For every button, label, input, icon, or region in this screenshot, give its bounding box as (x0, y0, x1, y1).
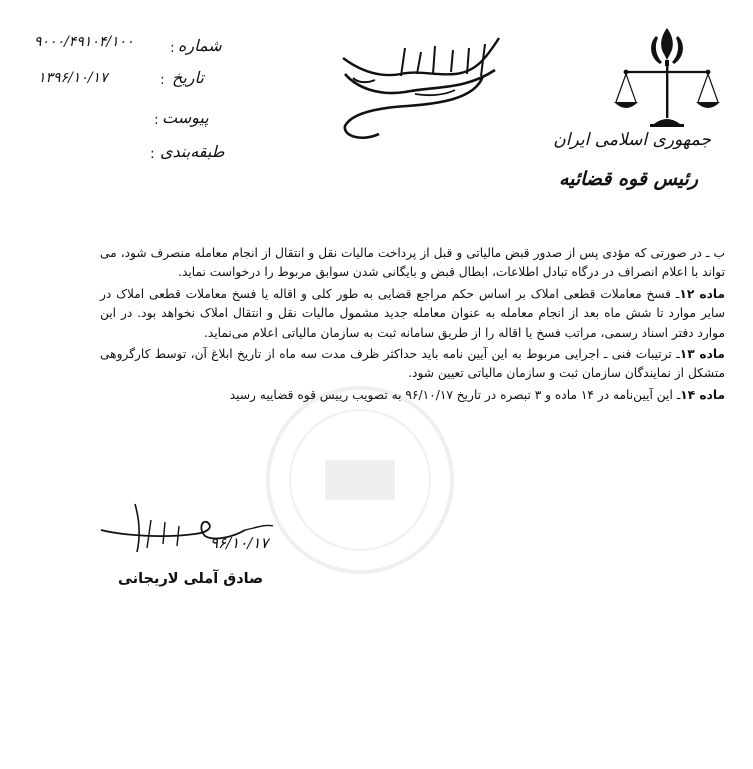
signature-date: ۹۶/۱۰/۱۷ (210, 534, 269, 552)
article-12-text: ـ فسخ معاملات قطعی املاک بر اساس حکم مراجع قضایی به طور کلی و اقاله یا فسخ معاملات قطعی املاک در سایر موارد تا شش ماه بعد از انجام معامله به عنوان معامله جدید مشمول مالیات نقل و انتقال املاک نخواهد بود. در این موارد دفتر اسناد رسمی، مراتب فسخ یا اقاله را از طریق سامانه ثبت به سازمان مالیاتی اعلام می‌نماید. (100, 286, 725, 340)
number-label: شماره (178, 36, 222, 55)
handwritten-signature (95, 500, 300, 565)
article-14 (100, 386, 725, 405)
attachment-label: پیوست (162, 108, 209, 127)
bismillah-calligraphy (335, 30, 505, 145)
org-name-line2: رئیس قوه قضائیه (558, 168, 698, 190)
regulation-body (100, 244, 725, 407)
article-14-title: ماده ۱۴ (680, 387, 725, 402)
signer-name: صادق آملی لاریجانی (118, 571, 264, 587)
paragraph-b: ب ـ در صورتی که مؤدی پس از صدور قبض مالیاتی و قبل از پرداخت مالیات نقل و انتقال از انجام معامله منصرف شود، می تواند با اعلام انصراف در درگاه تبادل اطلاعات، ابطال قبض و بایگانی شدن سوابق مربوط را درخواست نماید. (100, 246, 725, 280)
article-13-title: ماده ۱۳ (679, 347, 725, 362)
article-12 (100, 285, 725, 343)
article-12-title: ماده ۱۲ (679, 286, 725, 301)
number-value: ۹۰۰۰/۴۹۱۰۴/۱۰۰ (34, 34, 134, 50)
date-label: تاریخ (172, 68, 204, 87)
classification-label: طبقه‌بندی (160, 142, 225, 161)
article-13 (100, 345, 725, 384)
article-13-text: ـ ترتیبات فنی ـ اجرایی مربوط به این آیین نامه باید حداکثر ظرف مدت سه ماه از تاریخ ابلاغ آن، توسط کارگروهی متشکل از نمایندگان سازمان ثبت و سازمان مالیاتی تعیین شود. (100, 347, 725, 381)
date-value: ۱۳۹۶/۱۰/۱۷ (38, 70, 108, 86)
iran-emblem-icon (612, 24, 722, 136)
document-page: جمهوری اسلامی ایران رئیس قوه قضائیه شماره : ۹۰۰۰/۴۹۱۰۴/۱۰۰ تاریخ : ۱۳۹۶/۱۰/۱۷ پیوست : طبقه‌بندی : ب ـ در صورتی که مؤدی پس از صدور قبض مالیاتی و قبل از پرداخت مالیات نقل و انتقال از انجام معامله منصرف شود، می تواند با اعلام انصراف در درگاه تبادل اطلاعات، ابطال قبض و بایگانی شدن سوابق مربوط را درخواست نماید. ماده ۱۲ـ فسخ معاملات قطعی املاک بر اساس حکم مراجع قضایی به طور کلی و اقاله یا فسخ معاملات قطعی املاک در سایر موارد تا شش ماه بعد از انجام معامله به عنوان معامله جدید مشمول مالیات نقل و انتقال املاک نخواهد بود. در این موارد دفتر اسناد رسمی، مراتب فسخ یا اقاله را از طریق سامانه ثبت به سازمان مالیاتی اعلام می‌نماید. ماده ۱۳ـ ترتیبات فنی ـ اجرایی مربوط به این آیین نامه باید حداکثر ظرف مدت سه ماه از تاریخ ابلاغ آن، توسط کارگروهی متشکل از نمایندگان سازمان ثبت و سازمان مالیاتی تعیین شود. ماده ۱۴ـ این آیین‌نامه در ۱۴ ماده و ۳ تبصره در تاریخ ۹۶/۱۰/۱۷ به تصویب رییس قوه قضاییه رسید ۹۶/۱۰/۱۷ صادق آملی لاریجانی (0, 0, 753, 769)
org-name-line1: جمهوری اسلامی ایران (553, 130, 711, 150)
article-14-text: ـ این آیین‌نامه در ۱۴ ماده و ۳ تبصره در تاریخ ۹۶/۱۰/۱۷ به تصویب رییس قوه قضاییه رسید (229, 387, 681, 402)
